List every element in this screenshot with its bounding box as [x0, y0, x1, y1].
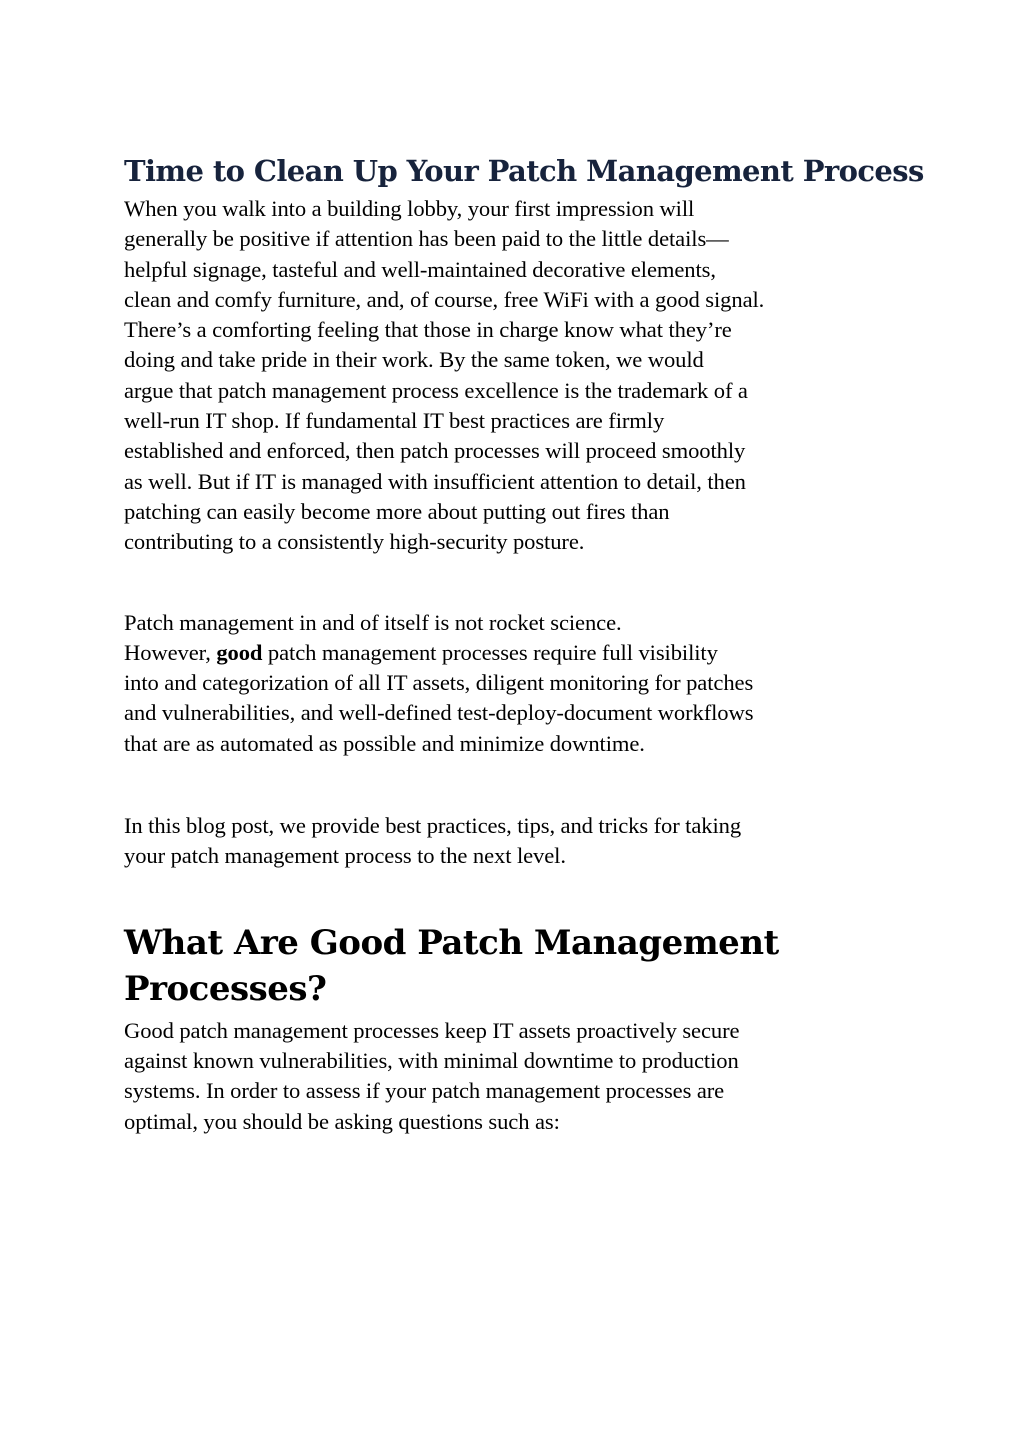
text-line: your patch management process to the next level.	[124, 843, 566, 869]
text-fragment: patch management processes require full visibility	[262, 639, 718, 665]
text-line: into and categorization of all IT assets, diligent monitoring for patches	[124, 670, 754, 696]
text-line: There’s a comforting feeling that those in charge know what they’re	[124, 317, 732, 343]
intro-paragraph	[124, 194, 914, 558]
text-fragment: However,	[124, 639, 217, 665]
text-line: helpful signage, tasteful and well-maintained decorative elements,	[124, 256, 716, 282]
text-line: doing and take pride in their work. By the same token, we would	[124, 347, 704, 373]
patch-management-paragraph	[124, 608, 914, 759]
text-line: as well. But if IT is managed with insufficient attention to detail, then	[124, 468, 746, 494]
text-line: Good patch management processes keep IT assets proactively secure	[124, 1017, 740, 1043]
text-line: optimal, you should be asking questions such as:	[124, 1108, 560, 1134]
text-line: against known vulnerabilities, with minimal downtime to production	[124, 1047, 739, 1073]
section-heading	[124, 920, 914, 1012]
text-line: patching can easily become more about putting out fires than	[124, 498, 670, 524]
text-line: well-run IT shop. If fundamental IT best practices are firmly	[124, 408, 665, 434]
text-line: Patch management in and of itself is not rocket science.	[124, 609, 622, 635]
text-line: that are as automated as possible and minimize downtime.	[124, 730, 645, 756]
text-line: clean and comfy furniture, and, of course, free WiFi with a good signal.	[124, 286, 765, 312]
page-title: Time to Clean Up Your Patch Management Process	[124, 154, 924, 188]
text-line: systems. In order to assess if your patch management processes are	[124, 1078, 725, 1104]
text-line: argue that patch management process excellence is the trademark of a	[124, 377, 748, 403]
emphasis-good: good	[216, 639, 263, 665]
text-line: and vulnerabilities, and well-defined test-deploy-document workflows	[124, 700, 754, 726]
text-line: contributing to a consistently high-security posture.	[124, 529, 585, 555]
heading-line: What Are Good Patch Management	[124, 922, 779, 963]
heading-line: Processes?	[124, 968, 327, 1009]
text-line: established and enforced, then patch processes will proceed smoothly	[124, 438, 746, 464]
text-line-with-emphasis	[124, 638, 914, 668]
text-line: In this blog post, we provide best practices, tips, and tricks for taking	[124, 813, 742, 839]
text-line: generally be positive if attention has been paid to the little details—	[124, 226, 729, 252]
text-line: When you walk into a building lobby, your first impression will	[124, 196, 695, 221]
document-page	[124, 150, 924, 1137]
good-processes-paragraph	[124, 1016, 914, 1137]
blog-intro-paragraph	[124, 811, 914, 872]
